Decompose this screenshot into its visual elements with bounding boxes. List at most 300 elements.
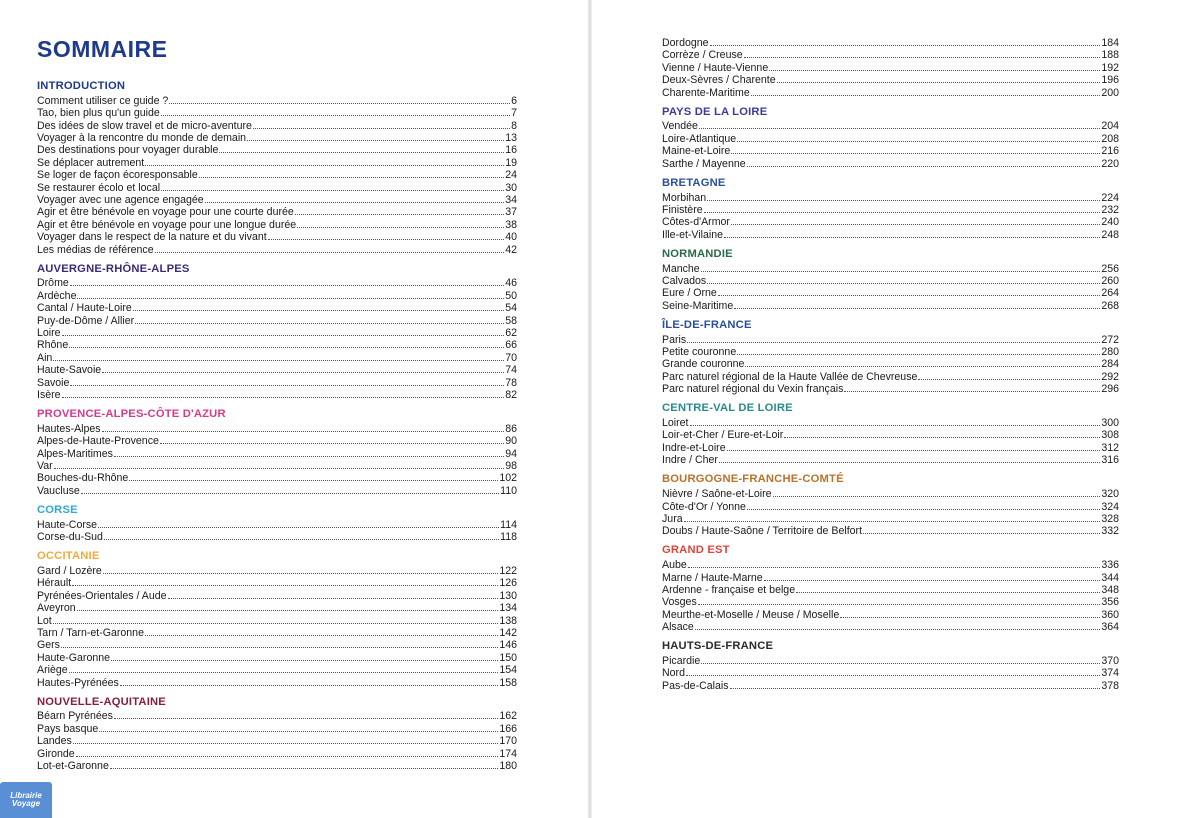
toc-entry[interactable] — [37, 325, 517, 340]
dot-leader — [69, 662, 499, 673]
toc-entry[interactable] — [37, 350, 517, 362]
toc-entry[interactable] — [662, 369, 1119, 381]
toc-entry[interactable] — [662, 118, 1119, 133]
toc-section — [662, 640, 1119, 690]
entry-label: Côtes-d'Armor — [662, 216, 730, 229]
toc-entry[interactable] — [37, 105, 517, 120]
entry-page-number: 324 — [1101, 500, 1119, 513]
toc-entry[interactable] — [662, 156, 1119, 168]
entry-page-number: 312 — [1101, 441, 1119, 454]
dot-leader — [918, 369, 1100, 380]
toc-entry[interactable] — [37, 746, 517, 758]
section-title: INTRODUCTION — [37, 80, 126, 92]
entry-label: Ardèche — [37, 289, 77, 302]
toc-right-column — [662, 35, 1119, 699]
section-title: PAYS DE LA LOIRE — [662, 105, 768, 118]
entry-page-number: 66 — [505, 339, 517, 352]
dot-leader — [699, 118, 1100, 129]
dot-leader — [161, 105, 510, 116]
entry-label: Loiret — [662, 417, 689, 430]
toc-entry[interactable] — [662, 511, 1119, 523]
entry-page-number: 46 — [505, 277, 517, 290]
entry-label: Savoie — [37, 376, 70, 389]
dot-leader — [114, 708, 498, 719]
toc-entry[interactable] — [37, 483, 517, 495]
entry-label: Morbihan — [662, 191, 707, 204]
toc-section — [37, 80, 517, 254]
logo-text: Librairie Voyage — [10, 790, 42, 808]
toc-entry[interactable] — [37, 563, 517, 578]
entry-label: Doubs / Haute-Saône / Territoire de Belfort — [662, 525, 863, 538]
toc-entry[interactable] — [37, 167, 517, 182]
dot-leader — [727, 440, 1101, 451]
toc-section — [662, 106, 1119, 168]
entry-page-number: 70 — [505, 351, 517, 364]
dot-leader — [110, 758, 498, 769]
section-title: GRAND EST — [662, 544, 730, 557]
entry-page-number: 188 — [1101, 49, 1119, 62]
entry-page-number: 34 — [505, 194, 517, 207]
toc-entry[interactable] — [662, 356, 1119, 371]
entry-label: Var — [37, 460, 53, 473]
toc-entry[interactable] — [662, 143, 1119, 158]
dot-leader — [718, 285, 1101, 296]
entry-page-number: 166 — [499, 722, 517, 735]
toc-entry[interactable] — [662, 261, 1119, 273]
toc-entry[interactable] — [662, 523, 1119, 538]
entry-label: Sarthe / Mayenne — [662, 157, 746, 170]
toc-entry[interactable] — [662, 344, 1119, 359]
entry-label: Landes — [37, 735, 72, 748]
entry-page-number: 7 — [511, 107, 517, 120]
entry-page-number: 272 — [1101, 333, 1119, 346]
dot-leader — [295, 204, 504, 215]
entry-label: Grande couronne — [662, 358, 745, 371]
toc-entry[interactable] — [662, 653, 1119, 668]
dot-leader — [796, 582, 1100, 593]
dot-leader — [70, 375, 504, 386]
entry-page-number: 320 — [1101, 488, 1119, 501]
toc-entry[interactable] — [662, 665, 1119, 680]
dot-leader — [707, 190, 1100, 201]
dot-leader — [730, 678, 1101, 689]
toc-entry[interactable] — [37, 721, 517, 733]
toc-entry[interactable] — [37, 362, 517, 377]
dot-leader — [744, 47, 1101, 58]
entry-page-number: 200 — [1101, 86, 1119, 99]
dot-leader — [745, 356, 1100, 367]
dot-leader — [719, 452, 1100, 463]
entry-label: Meurthe-et-Moselle / Meuse / Moselle — [662, 608, 840, 621]
entry-label: Agir et être bénévole en voyage pour une courte durée — [37, 206, 294, 219]
entry-page-number: 102 — [499, 472, 517, 485]
dot-leader — [72, 575, 498, 586]
entry-page-number: 174 — [499, 747, 517, 760]
entry-label: Nord — [662, 667, 685, 680]
section-title: CENTRE-VAL DE LOIRE — [662, 402, 793, 415]
toc-entry[interactable] — [662, 298, 1119, 310]
toc-entry[interactable] — [37, 421, 517, 433]
dot-leader — [135, 313, 504, 324]
toc-entry[interactable] — [662, 131, 1119, 143]
entry-label: Paris — [662, 333, 687, 346]
dot-leader — [724, 227, 1100, 238]
toc-entry[interactable] — [662, 570, 1119, 582]
entry-label: Jura — [662, 512, 683, 525]
toc-entry[interactable] — [37, 142, 517, 157]
entry-page-number: 40 — [505, 231, 517, 244]
toc-entry[interactable] — [37, 575, 517, 590]
dot-leader — [840, 607, 1100, 618]
toc-entry[interactable] — [37, 192, 517, 207]
entry-label: Hautes-Alpes — [37, 422, 101, 435]
dot-leader — [73, 733, 499, 744]
toc-entry[interactable] — [37, 600, 517, 615]
toc-entry[interactable] — [37, 275, 517, 290]
toc-section — [37, 550, 517, 687]
toc-entry[interactable] — [662, 678, 1119, 690]
dot-leader — [698, 594, 1101, 605]
entry-label: Se déplacer autrement — [37, 156, 145, 169]
entry-label: Gironde — [37, 747, 75, 760]
toc-entry[interactable] — [662, 499, 1119, 511]
entry-page-number: 38 — [505, 218, 517, 231]
entry-label: Vaucluse — [37, 484, 80, 497]
entry-page-number: 50 — [505, 289, 517, 302]
dot-leader — [133, 300, 504, 311]
entry-label: Loire — [37, 327, 61, 340]
toc-entry[interactable] — [37, 758, 517, 770]
entry-page-number: 240 — [1101, 216, 1119, 229]
entry-page-number: 216 — [1101, 145, 1119, 158]
dot-leader — [81, 483, 499, 494]
entry-page-number: 378 — [1101, 679, 1119, 692]
section-title: OCCITANIE — [37, 550, 100, 563]
entry-label: Manche — [662, 262, 700, 275]
toc-entry[interactable] — [37, 588, 517, 600]
dot-leader — [747, 499, 1100, 510]
entry-label: Voyager avec une agence engagée — [37, 194, 204, 207]
dot-leader — [70, 275, 504, 286]
toc-entry[interactable] — [37, 708, 517, 723]
entry-page-number: 130 — [499, 589, 517, 602]
dot-leader — [103, 563, 499, 574]
entry-label: Agir et être bénévole en voyage pour une longue durée — [37, 218, 297, 231]
toc-entry[interactable] — [662, 332, 1119, 344]
toc-entry[interactable] — [662, 214, 1119, 229]
toc-entry[interactable] — [662, 60, 1119, 72]
dot-leader — [199, 167, 504, 178]
toc-section — [662, 544, 1119, 634]
toc-entry[interactable] — [662, 227, 1119, 239]
dot-leader — [773, 486, 1101, 497]
toc-entry[interactable] — [37, 229, 517, 244]
entry-page-number: 13 — [505, 132, 517, 145]
toc-section — [662, 248, 1119, 310]
dot-leader — [684, 511, 1101, 522]
entry-page-number: 370 — [1101, 655, 1119, 668]
entry-page-number: 292 — [1101, 370, 1119, 383]
entry-page-number: 296 — [1101, 383, 1119, 396]
toc-entry[interactable] — [37, 637, 517, 652]
entry-page-number: 364 — [1101, 621, 1119, 634]
entry-label: Finistère — [662, 203, 703, 216]
toc-section — [662, 473, 1119, 538]
dot-leader — [731, 143, 1100, 154]
entry-page-number: 348 — [1101, 584, 1119, 596]
dot-leader — [701, 261, 1101, 272]
entry-page-number: 220 — [1101, 157, 1119, 170]
toc-entry[interactable] — [37, 458, 517, 473]
toc-entry[interactable] — [662, 486, 1119, 501]
entry-page-number: 204 — [1101, 120, 1119, 133]
entry-page-number: 328 — [1101, 512, 1119, 525]
toc-entry[interactable] — [662, 202, 1119, 214]
dot-leader — [168, 588, 499, 599]
dot-leader — [688, 557, 1101, 568]
dot-leader — [731, 214, 1100, 225]
toc-entry[interactable] — [37, 625, 517, 637]
toc-entry[interactable] — [37, 650, 517, 662]
entry-page-number: 78 — [505, 376, 517, 389]
entry-label: Gard / Lozère — [37, 565, 102, 578]
dot-leader — [69, 337, 504, 348]
entry-label: Indre / Cher — [662, 454, 718, 467]
dot-leader — [98, 517, 499, 528]
toc-entry[interactable] — [662, 415, 1119, 430]
entry-label: Ariège — [37, 664, 68, 677]
entry-page-number: 232 — [1101, 203, 1119, 216]
entry-page-number: 134 — [499, 602, 517, 615]
entry-page-number: 114 — [500, 518, 517, 531]
dot-leader — [687, 332, 1100, 343]
entry-label: Aveyron — [37, 602, 76, 615]
toc-entry[interactable] — [662, 285, 1119, 300]
dot-leader — [769, 60, 1100, 71]
entry-label: Maine-et-Loire — [662, 145, 731, 158]
entry-page-number: 16 — [505, 144, 517, 157]
toc-entry[interactable] — [37, 375, 517, 387]
entry-label: Comment utiliser ce guide ? — [37, 94, 169, 107]
toc-entry[interactable] — [662, 190, 1119, 202]
toc-section — [662, 319, 1119, 394]
entry-page-number: 90 — [505, 435, 517, 448]
toc-entry[interactable] — [662, 381, 1119, 396]
entry-label: Deux-Sèvres / Charente — [662, 74, 776, 87]
entry-label: Pyrénées-Orientales / Aude — [37, 589, 167, 602]
entry-label: Lot-et-Garonne — [37, 759, 109, 772]
entry-page-number: 300 — [1101, 417, 1119, 430]
toc-entry[interactable] — [37, 155, 517, 167]
dot-leader — [863, 523, 1100, 534]
entry-label: Eure / Orne — [662, 287, 717, 300]
entry-page-number: 316 — [1101, 454, 1119, 467]
dot-leader — [104, 529, 499, 540]
entry-page-number: 122 — [499, 565, 517, 578]
dot-leader — [62, 325, 505, 336]
dot-leader — [737, 131, 1100, 142]
entry-label: Se restaurer écolo et local — [37, 181, 161, 194]
toc-entry[interactable] — [662, 607, 1119, 619]
dot-leader — [120, 675, 498, 686]
toc-entry[interactable] — [662, 594, 1119, 609]
entry-page-number: 94 — [505, 447, 517, 460]
section-title: BRETAGNE — [662, 176, 726, 189]
entry-label: Lot — [37, 614, 52, 627]
entry-label: Pas-de-Calais — [662, 679, 729, 692]
entry-page-number: 162 — [499, 710, 517, 723]
section-title: ÎLE-DE-FRANCE — [662, 318, 752, 331]
entry-page-number: 268 — [1101, 299, 1119, 312]
entry-label: Charente-Maritime — [662, 86, 750, 99]
entry-page-number: 30 — [505, 181, 517, 194]
entry-label: Petite couronne — [662, 346, 737, 359]
toc-section — [662, 177, 1119, 239]
toc-entry[interactable] — [37, 613, 517, 625]
entry-label: Loir-et-Cher / Eure-et-Loir — [662, 429, 784, 442]
dot-leader — [169, 93, 510, 104]
entry-page-number: 332 — [1101, 525, 1119, 538]
entry-label: Côte-d'Or / Yonne — [662, 500, 746, 513]
toc-section — [37, 696, 517, 771]
entry-label: Gers — [37, 639, 60, 652]
entry-label: Indre-et-Loire — [662, 441, 726, 454]
dot-leader — [701, 653, 1100, 664]
entry-page-number: 54 — [505, 302, 517, 315]
toc-section — [37, 263, 517, 400]
toc-entry[interactable] — [37, 313, 517, 325]
toc-entry[interactable] — [37, 446, 517, 458]
section-title: CORSE — [37, 503, 78, 516]
section-title: HAUTS-DE-FRANCE — [662, 640, 774, 653]
dot-leader — [76, 746, 499, 757]
dot-leader — [734, 298, 1100, 309]
toc-entry[interactable] — [662, 582, 1119, 594]
toc-entry[interactable] — [37, 433, 517, 448]
entry-page-number: 184 — [1101, 37, 1119, 49]
toc-entry[interactable] — [37, 470, 517, 485]
entry-page-number: 126 — [499, 577, 517, 590]
toc-entry[interactable] — [662, 47, 1119, 62]
section-title: NORMANDIE — [662, 247, 733, 260]
toc-entry[interactable] — [37, 675, 517, 687]
toc-entry[interactable] — [37, 130, 517, 145]
dot-leader — [707, 273, 1100, 284]
toc-entry[interactable] — [662, 273, 1119, 285]
entry-label: Se loger de façon écoresponsable — [37, 169, 198, 182]
entry-label: Ille-et-Vilaine — [662, 228, 724, 241]
entry-label: Calvados — [662, 274, 707, 287]
entry-label: Picardie — [662, 655, 701, 668]
entry-label: Vosges — [662, 596, 697, 609]
entry-page-number: 196 — [1101, 74, 1119, 87]
entry-page-number: 19 — [505, 156, 517, 169]
entry-label: Haute-Savoie — [37, 364, 102, 377]
dot-leader — [690, 415, 1101, 426]
dot-leader — [764, 570, 1101, 581]
toc-entry[interactable] — [37, 288, 517, 300]
entry-label: Haute-Corse — [37, 518, 98, 531]
toc-entry[interactable] — [662, 72, 1119, 87]
page-title: SOMMAIRE — [37, 36, 168, 62]
entry-page-number: 82 — [505, 389, 517, 401]
entry-page-number: 42 — [505, 243, 517, 256]
dot-leader — [99, 721, 498, 732]
entry-page-number: 24 — [505, 169, 517, 182]
toc-entry[interactable] — [37, 337, 517, 352]
dot-leader — [145, 625, 498, 636]
dot-leader — [253, 118, 510, 129]
toc-entry[interactable] — [662, 85, 1119, 97]
dot-leader — [686, 665, 1100, 676]
entry-page-number: 170 — [499, 735, 517, 748]
entry-label: Drôme — [37, 277, 69, 290]
entry-page-number: 150 — [499, 651, 517, 664]
dot-leader — [77, 288, 504, 299]
toc-entry[interactable] — [662, 427, 1119, 442]
toc-entry[interactable] — [37, 204, 517, 219]
entry-page-number: 8 — [511, 119, 517, 132]
toc-entry[interactable] — [37, 517, 517, 529]
toc-entry[interactable] — [662, 619, 1119, 634]
toc-section — [37, 504, 517, 542]
dot-leader — [111, 650, 498, 661]
entry-page-number: 280 — [1101, 346, 1119, 359]
right-page — [592, 0, 1179, 818]
section-title: NOUVELLE-AQUITAINE — [37, 695, 166, 708]
dot-leader — [53, 613, 499, 624]
toc-entry[interactable] — [37, 180, 517, 192]
dot-leader — [297, 217, 504, 228]
toc-entry[interactable] — [37, 300, 517, 315]
toc-entry[interactable] — [662, 452, 1119, 467]
entry-label: Puy-de-Dôme / Allier — [37, 314, 135, 327]
entry-page-number: 98 — [505, 460, 517, 473]
entry-page-number: 146 — [499, 639, 517, 652]
dot-leader — [844, 381, 1100, 392]
toc-entry[interactable] — [37, 93, 517, 105]
dot-leader — [54, 458, 505, 469]
entry-page-number: 224 — [1101, 191, 1119, 204]
entry-label: Loire-Atlantique — [662, 132, 737, 145]
entry-page-number: 180 — [499, 759, 517, 772]
toc-entry[interactable] — [37, 217, 517, 229]
dot-leader — [751, 85, 1101, 96]
dot-leader — [784, 427, 1100, 438]
toc-entry[interactable] — [662, 557, 1119, 572]
toc-entry[interactable] — [37, 662, 517, 677]
entry-page-number: 264 — [1101, 287, 1119, 300]
dot-leader — [53, 350, 504, 361]
toc-left-column — [37, 80, 517, 779]
entry-label: Des destinations pour voyager durable — [37, 144, 219, 157]
toc-entry[interactable] — [37, 387, 517, 399]
entry-page-number: 284 — [1101, 358, 1119, 371]
entry-page-number: 344 — [1101, 571, 1119, 584]
dot-leader — [160, 433, 504, 444]
entry-page-number: 138 — [499, 614, 517, 627]
entry-label: Les médias de référence — [37, 243, 154, 256]
toc-entry[interactable] — [662, 440, 1119, 452]
toc-entry[interactable] — [37, 118, 517, 130]
toc-entry[interactable] — [37, 529, 517, 544]
toc-entry[interactable] — [37, 733, 517, 748]
entry-label: Rhône — [37, 339, 69, 352]
entry-label: Aube — [662, 559, 687, 572]
toc-entry[interactable] — [37, 242, 517, 254]
toc-entry[interactable] — [662, 35, 1119, 47]
dot-leader — [61, 637, 498, 648]
